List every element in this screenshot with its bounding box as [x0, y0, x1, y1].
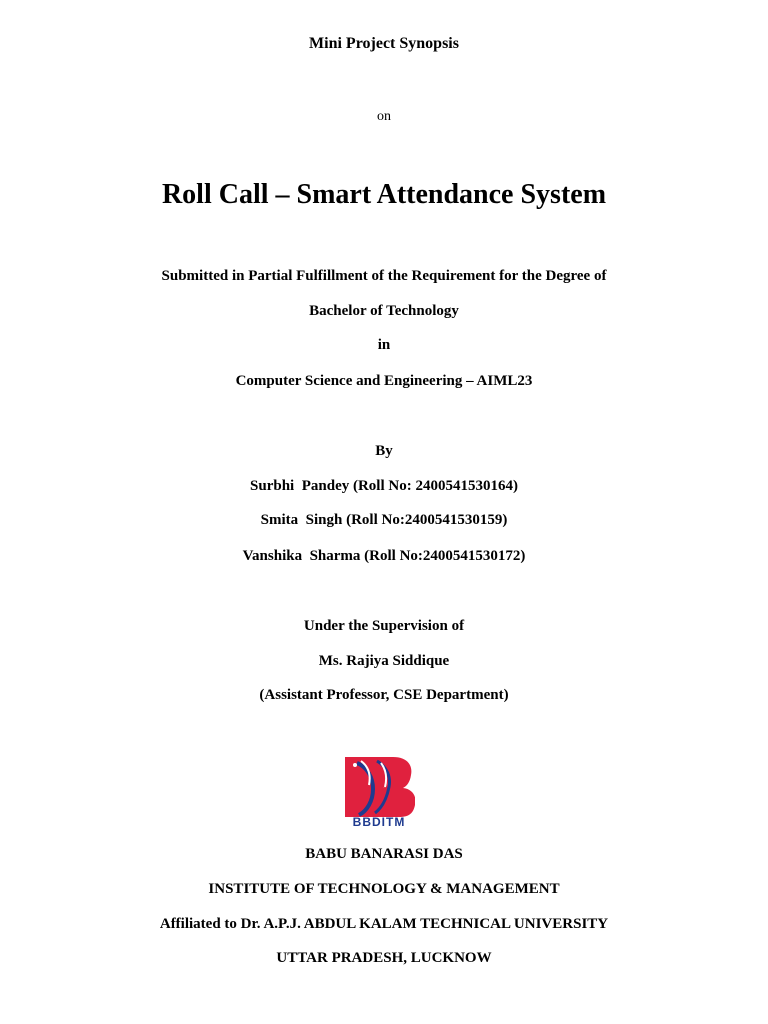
institute-affiliation: Affiliated to Dr. A.P.J. ABDUL KALAM TECHNICAL UNIVERSITY — [159, 916, 609, 932]
by-label: By — [375, 443, 393, 459]
author-1: Surbhi Pandey (Roll No: 2400541530164) — [250, 478, 518, 494]
supervisor-name: Ms. Rajiya Siddique — [318, 653, 450, 669]
institute-location: UTTAR PRADESH, LUCKNOW — [276, 950, 492, 966]
degree-name: Bachelor of Technology — [309, 303, 459, 319]
supervisor-designation: (Assistant Professor, CSE Department) — [259, 687, 509, 703]
in-word: in — [377, 337, 391, 353]
author-2: Smita Singh (Roll No:2400541530159) — [260, 512, 508, 528]
institute-line-1: BABU BANARASI DAS — [305, 846, 463, 862]
submission-statement: Submitted in Partial Fulfillment of the Requirement for the Degree of — [161, 268, 607, 284]
author-3: Vanshika Sharma (Roll No:2400541530172) — [242, 548, 526, 564]
branch-name: Computer Science and Engineering – AIML23 — [235, 373, 533, 389]
project-title: Roll Call – Smart Attendance System — [161, 179, 607, 210]
bbditm-logo — [343, 755, 415, 833]
on-word: on — [377, 109, 391, 124]
institute-line-2: INSTITUTE OF TECHNOLOGY & MANAGEMENT — [208, 881, 560, 897]
supervision-label: Under the Supervision of — [303, 618, 465, 634]
document-kind: Mini Project Synopsis — [309, 35, 459, 52]
logo-caption: BBDITM — [352, 815, 406, 829]
